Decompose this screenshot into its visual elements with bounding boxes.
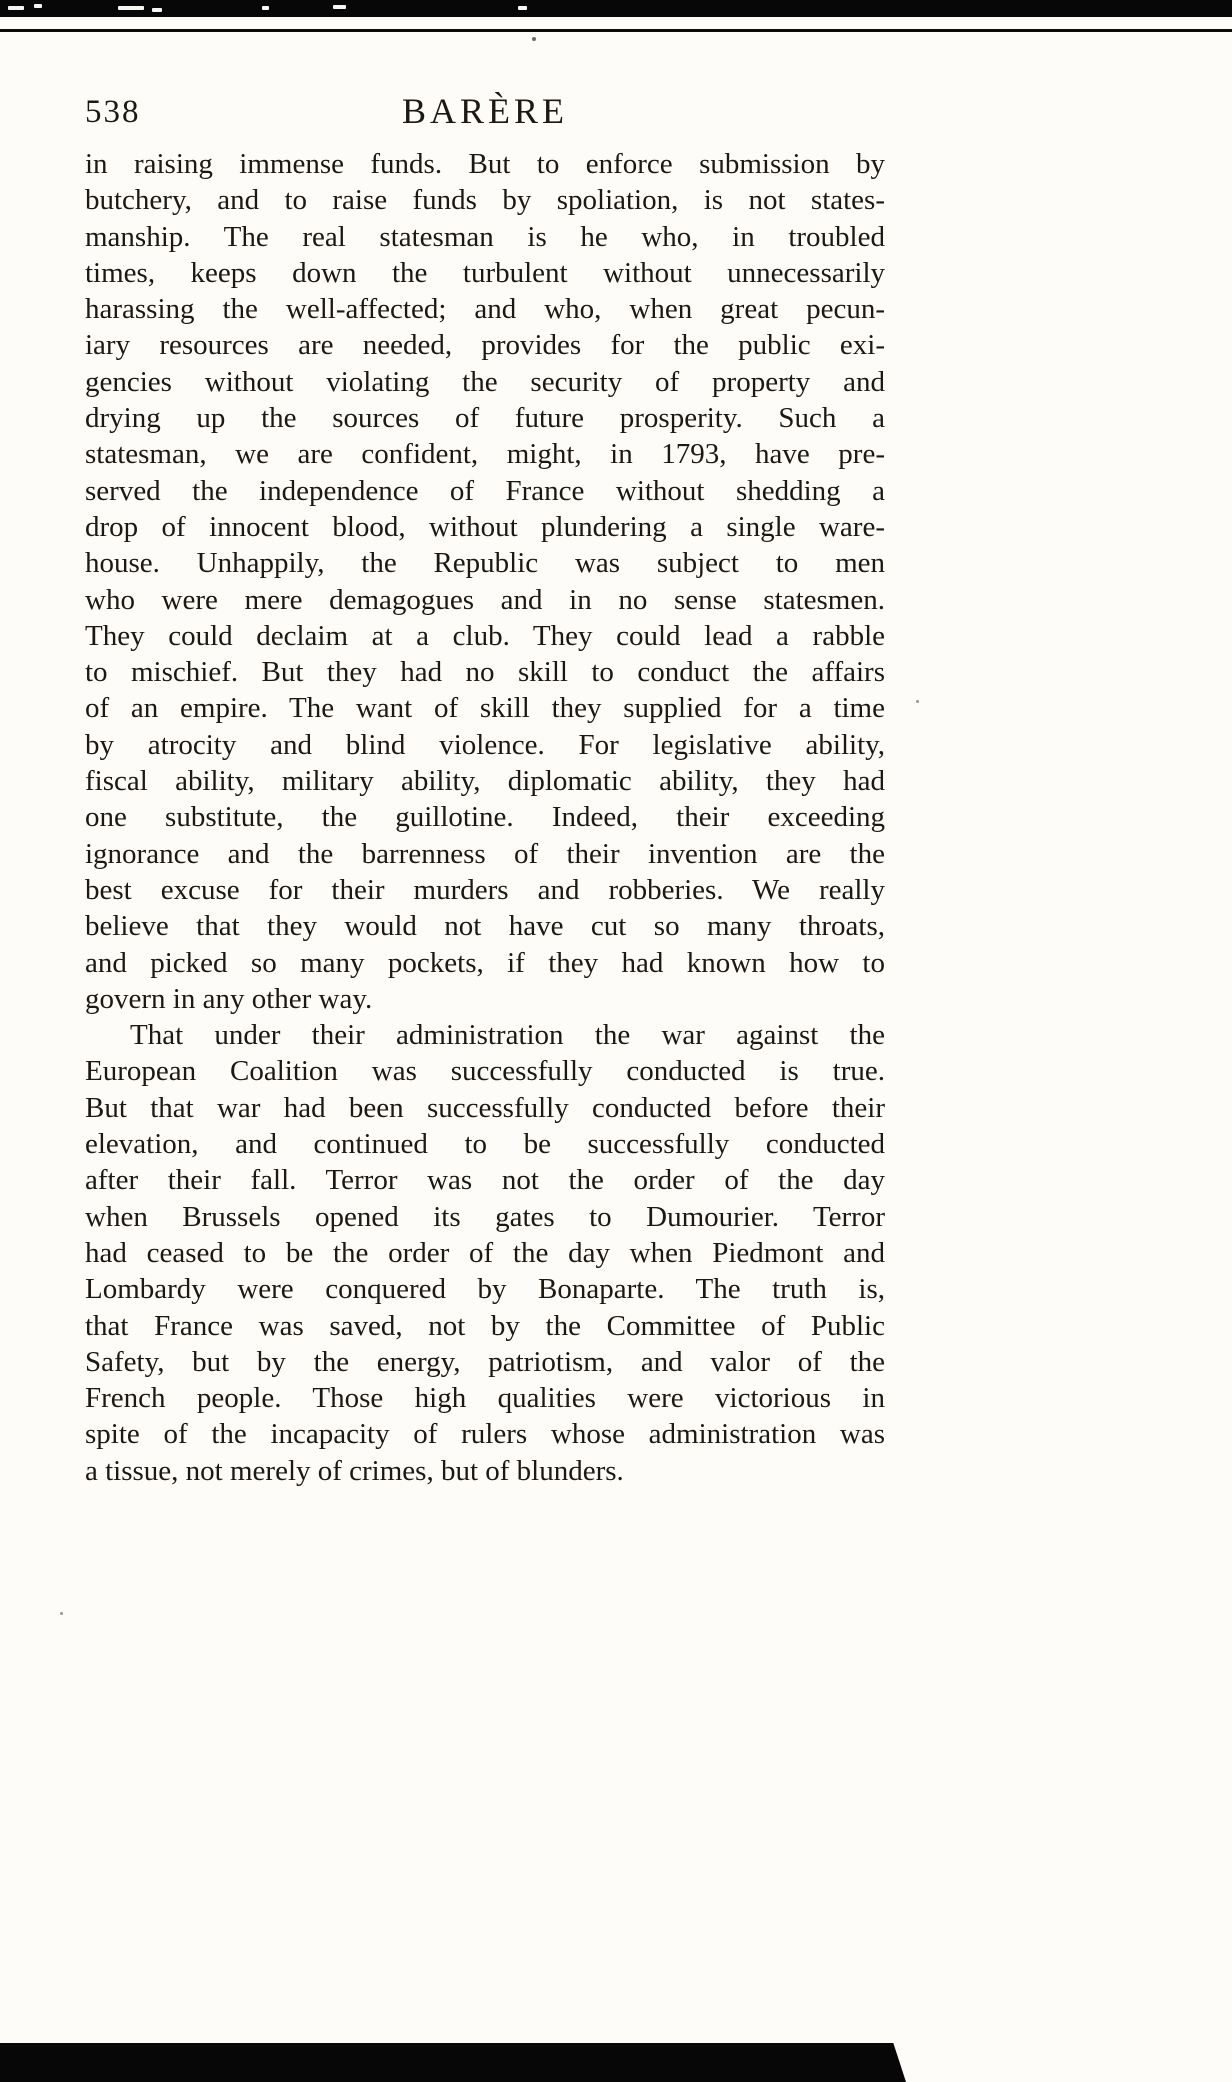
text-line: and picked so many pockets, if they had known how to <box>85 946 885 979</box>
text-line: spite of the incapacity of rulers whose administration was <box>85 1418 885 1451</box>
text-line: elevation, and continued to be successfully conducted <box>85 1128 885 1161</box>
text-line: Lombardy were conquered by Bonaparte. The truth is, <box>85 1273 885 1306</box>
text-line: that France was saved, not by the Committee of Public <box>85 1309 885 1342</box>
text-line: when Brussels opened its gates to Dumourier. Terror <box>85 1200 885 1233</box>
text-line: a tissue, not merely of crimes, but of blunders. <box>85 1454 624 1487</box>
text-line: drop of innocent blood, without plundering a single ware- <box>85 510 885 543</box>
text-line: statesman, we are confident, might, in 1793, have pre- <box>85 438 885 471</box>
scan-mark <box>118 6 144 10</box>
page-body <box>85 146 885 1489</box>
page-content <box>85 90 885 1489</box>
scan-artifact-top-bar <box>0 0 1232 17</box>
text-line: gencies without violating the security of property and <box>85 365 885 398</box>
text-line: European Coalition was successfully conducted is true. <box>85 1055 885 1088</box>
text-line: drying up the sources of future prosperity. Such a <box>85 402 885 435</box>
text-line: times, keeps down the turbulent without unnecessarily <box>85 256 885 289</box>
text-line: But that war had been successfully conducted before their <box>85 1091 885 1124</box>
text-line: believe that they would not have cut so many throats, <box>85 910 885 943</box>
scan-artifact-bottom-bar <box>0 2043 906 2082</box>
text-line: ignorance and the barrenness of their invention are the <box>85 837 885 870</box>
scan-mark <box>152 8 162 12</box>
text-line: of an empire. The want of skill they supplied for a time <box>85 692 885 725</box>
running-header: BARÈRE <box>401 91 568 131</box>
text-line: served the independence of France without shedding a <box>85 474 885 507</box>
text-line: best excuse for their murders and robberies. We really <box>85 873 885 906</box>
page-header <box>85 90 885 138</box>
text-line: to mischief. But they had no skill to conduct the affairs <box>85 656 885 689</box>
text-line: fiscal ability, military ability, diplomatic ability, they had <box>85 765 885 798</box>
text-line: house. Unhappily, the Republic was subject to men <box>85 547 885 580</box>
page-number: 538 <box>85 94 141 130</box>
text-line: Safety, but by the energy, patriotism, and valor of the <box>85 1345 885 1378</box>
text-line: harassing the well-affected; and who, when great pecun- <box>85 293 885 326</box>
text-line: in raising immense funds. But to enforce submission by <box>85 148 885 180</box>
text-line: French people. Those high qualities were victorious in <box>85 1382 885 1415</box>
text-line: after their fall. Terror was not the order of the day <box>85 1164 885 1197</box>
text-line: one substitute, the guillotine. Indeed, their exceeding <box>85 801 885 834</box>
text-line: That under their administration the war against the <box>130 1019 885 1052</box>
scan-mark <box>34 4 42 8</box>
text-line: who were mere demagogues and in no sense statesmen. <box>85 583 885 616</box>
text-line: had ceased to be the order of the day when Piedmont and <box>85 1236 885 1269</box>
text-line: manship. The real statesman is he who, in troubled <box>85 220 885 253</box>
text-line: butchery, and to raise funds by spoliation, is not states- <box>85 184 885 217</box>
top-rule-line <box>0 29 1232 32</box>
paragraph-1 <box>85 146 885 1017</box>
scan-mark <box>518 6 527 10</box>
scan-speck <box>60 1612 63 1615</box>
text-line: govern in any other way. <box>85 982 373 1015</box>
scan-mark <box>8 6 24 10</box>
scan-mark <box>262 6 269 10</box>
text-line: by atrocity and blind violence. For legislative ability, <box>85 728 885 761</box>
paragraph-2 <box>85 1017 885 1489</box>
scan-speck <box>532 37 536 41</box>
text-line: iary resources are needed, provides for the public exi- <box>85 329 885 362</box>
scan-mark <box>333 5 346 9</box>
scan-speck <box>916 700 919 703</box>
text-line: They could declaim at a club. They could lead a rabble <box>85 619 885 652</box>
